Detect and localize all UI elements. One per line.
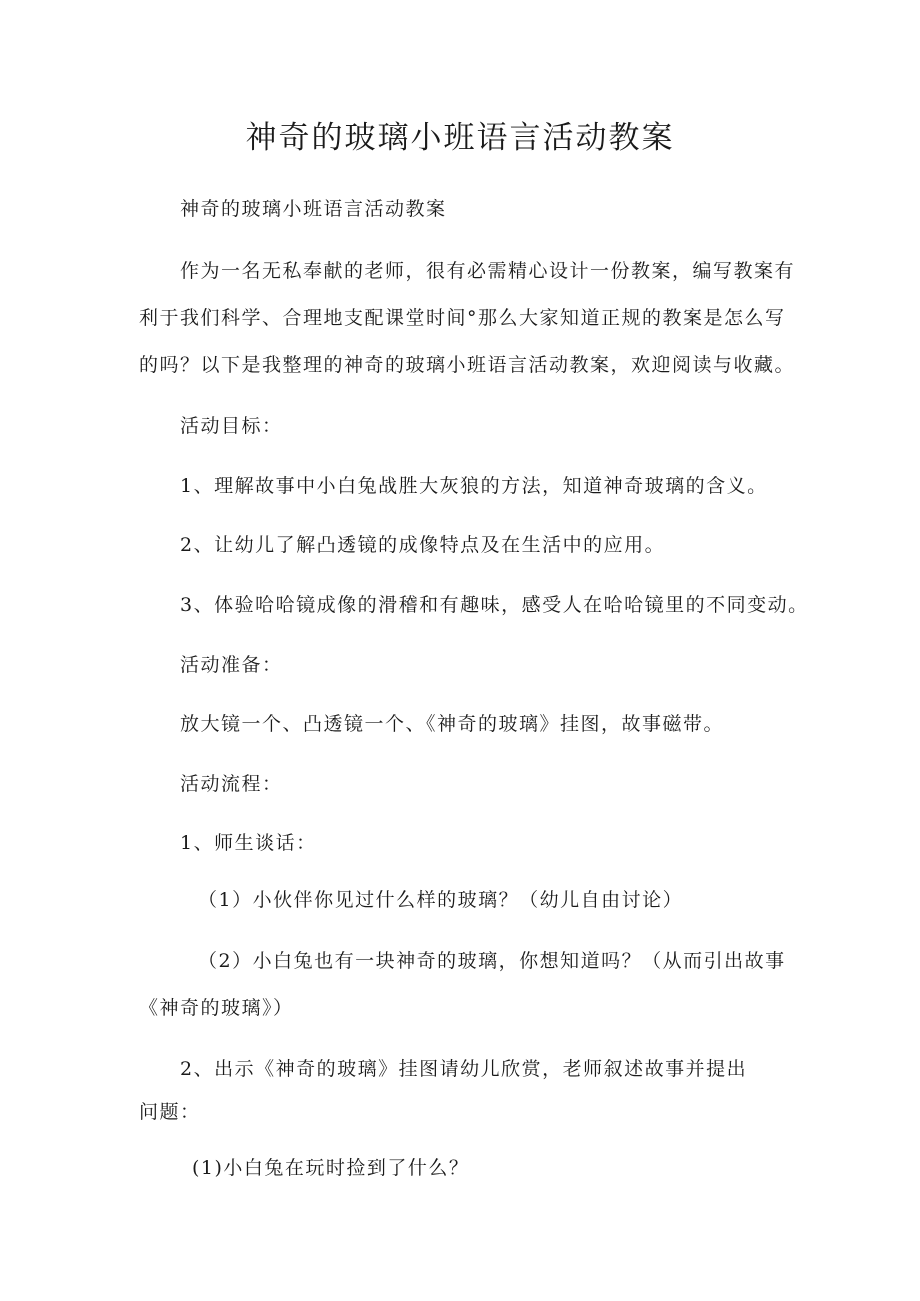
prep-text: 放大镜一个、凸透镜一个、《神奇的玻璃》挂图，故事磁带。: [180, 713, 725, 735]
goal-item-2: 2、让幼儿了解凸透镜的成像特点及在生活中的应用。: [180, 534, 666, 556]
flow-step-1-question-2: （2）小白兔也有一块神奇的玻璃，你想知道吗？（从而引出故事: [198, 950, 786, 972]
flow-step-2-cont: 问题：: [139, 1101, 201, 1123]
flow-step-1-question-1: （1）小伙伴你见过什么样的玻璃？（幼儿自由讨论）: [198, 889, 684, 911]
intro-line-1: 作为一名无私奉献的老师，很有必需精心设计一份教案，编写教案有: [180, 260, 796, 282]
flow-step-2-question-1: (1)小白兔在玩时捡到了什么？: [192, 1157, 470, 1179]
intro-line-3: 的吗？以下是我整理的神奇的玻璃小班语言活动教案，欢迎阅读与收藏。: [139, 354, 796, 376]
flow-heading: 活动流程：: [180, 773, 283, 795]
flow-step-1-question-2-cont: 《神奇的玻璃》）: [139, 997, 294, 1019]
goal-item-3: 3、体验哈哈镜成像的滑稽和有趣味，感受人在哈哈镜里的不同变动。: [180, 594, 809, 616]
subtitle: 神奇的玻璃小班语言活动教案: [180, 198, 447, 220]
intro-line-2: 利于我们科学、合理地支配课堂时间°那么大家知道正规的教案是怎么写: [139, 307, 786, 329]
document-title: 神奇的玻璃小班语言活动教案: [245, 120, 675, 156]
goals-heading: 活动目标：: [180, 415, 283, 437]
flow-step-2: 2、出示《神奇的玻璃》挂图请幼儿欣赏，老师叙述故事并提出: [180, 1058, 748, 1080]
goal-item-1: 1、理解故事中小白兔战胜大灰狼的方法，知道神奇玻璃的含义。: [180, 475, 768, 497]
prep-heading: 活动准备：: [180, 654, 283, 676]
flow-step-1: 1、师生谈话：: [180, 832, 317, 854]
